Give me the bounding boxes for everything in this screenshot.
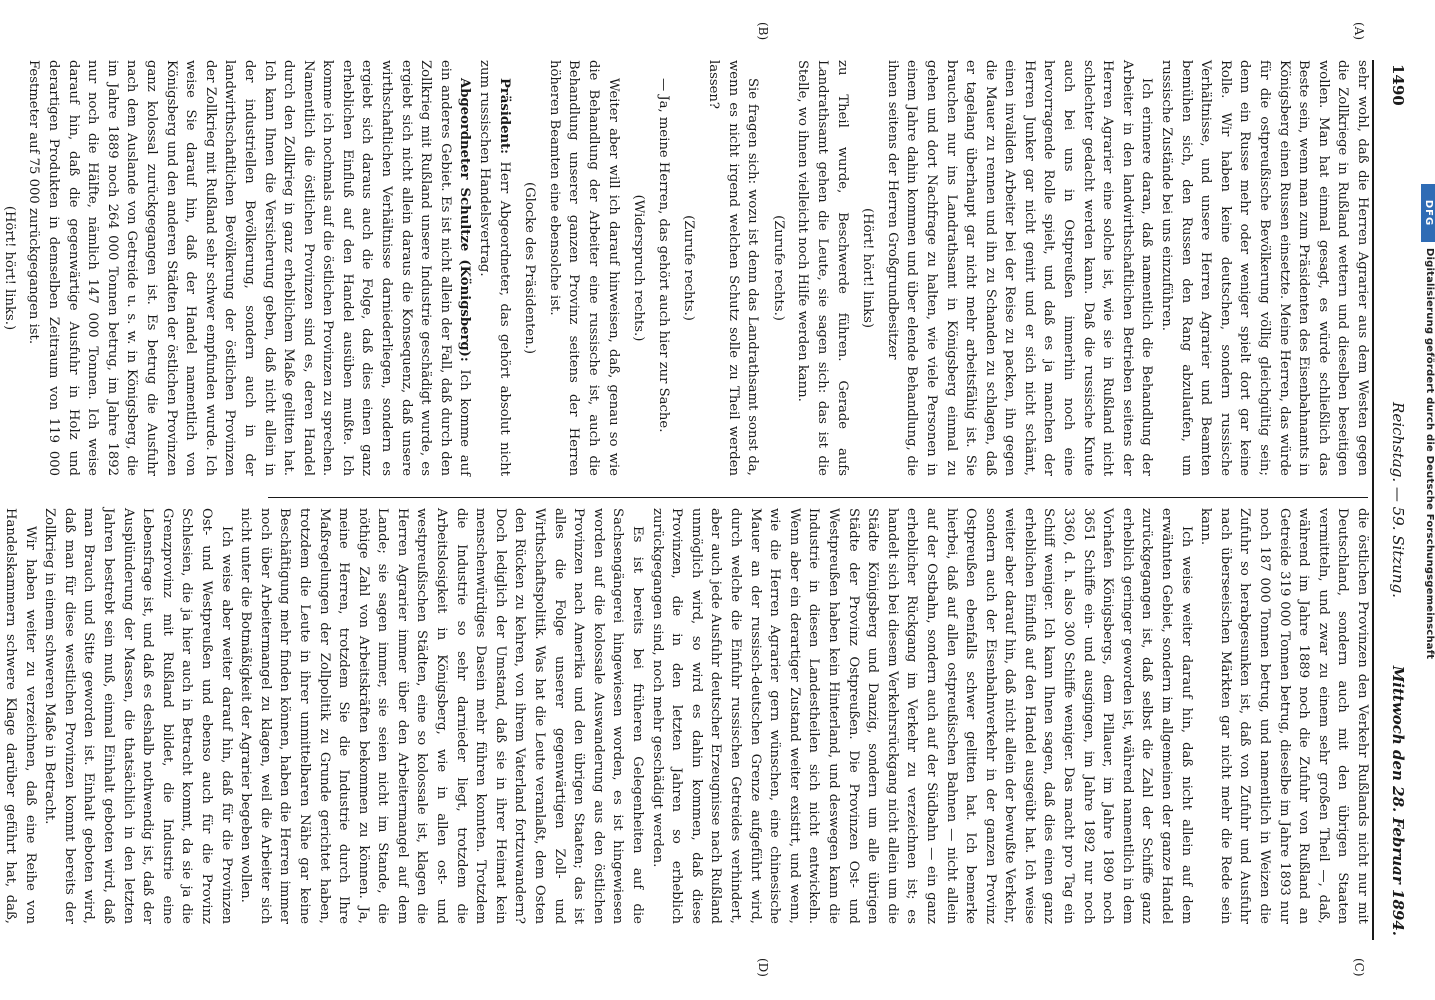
margin-marker-d: (D) [756,958,770,977]
paragraph: die östlichen Provinzen den Verkehr Rußlands nicht nur mit Deutschland, sondern auch mit den übrigen Staaten vermitteln, und zwar zu einem sehr großen Theil —, daß, während im Jahre 1889 noch die Zufuhr von Rußland an Getreide 319 000 Tonnen betrug, dieselbe im Jahre 1893 nur noch 187 000 Tonnen betrug, und namentlich in Weizen die Zufuhr so herabgesunken ist, daß von Zufuhr und Ausfuhr nach überseeischen Märkten gar nicht mehr die Rede sein kann. [1198,508,1370,924]
margin-marker-a: (A) [1352,22,1366,41]
interjection: (Glocke des Präsidenten.) [522,181,538,355]
interjection: (Hört! hört! links.) [1,205,17,331]
margin-marker-c: (C) [1352,958,1366,977]
speech-text: Herr Abgeordneter, das gehört absolut nicht zum russischen Handelsvertrag. [477,60,512,476]
paragraph: Weiter aber will ich darauf hinweisen, daß, genau so wie die Behandlung der Arbeiter eine russische ist, auch die Behandlung unserer ganzen Provinz seitens der Herren höheren Beamten eine ebensolche ist. [546,60,621,476]
right-column [0,508,1372,924]
dfg-logo: DFG [1421,184,1435,242]
page-number: 1490 [1389,64,1407,106]
column-divider [268,497,1368,498]
paragraph: Sie fragen sich: wozu ist denn das Landrathsamt sonst da, wenn es nicht irgend welchen Schutz solle zu Theil werden lassen? [706,60,761,476]
interjection: (Widerspruch rechts.) [631,194,647,342]
speaker-label: Präsident: [496,78,512,155]
speaker-label: Abgeordneter Schultze (Königsberg): [457,78,473,362]
left-column [0,60,1372,476]
paragraph: Wir haben weiter zu verzeichnen, daß eine Reihe von Handelskammern schwere Klage darüber geführt hat, daß, [3,508,38,924]
session-date: Mittwoch den 28. Februar 1894. [1389,665,1407,936]
margin-marker-b: (B) [756,22,770,41]
interjection: (Hört! hört! links) [860,207,876,329]
paragraph: Ich weise aber weiter darauf hin, daß für die Provinzen Ost- und Westpreußen und ebenso auch für die Provinz Schlesien, die ja hier auch in Betracht kommt, da sie ja die Grenzprovinz mit Rußland bildet, die Industrie eine Lebensfrage ist, und daß es deshalb nothwendig ist, daß der Ausplünderung der Massen, die thatsächlich in den letzten Jahren bestrebt sein muß, einmal Einhalt geboten wird, daß man Brauch und Sitte geworden ist. Einhalt geboten wird, daß man für diese westlichen Provinzen kommt bereits der Zollkrieg in einem schweren Maße in Betracht. [42,508,234,924]
paragraph [24,60,475,476]
paragraph [474,60,513,476]
paragraph: Es ist bereits bei früheren Gelegenheiten auf die Sachsengängerei hingewiesen worden, es ist hingewiesen worden auf die kolossale Auswanderung aus den östlichen Provinzen nach Amerika und den übrigen Staaten; das ist alles die Folge unserer gegenwärtigen Zoll- und Wirthschaftspolitik. Was hat die Leute veranlaßt, dem Osten den Rücken zu kehren, von ihrem Vaterland fortzuwandern? Doch lediglich der Umstand, daß sie in ihrer Heimat kein menschenwürdiges Dasein mehr führen konnten. Trotzdem die Industrie so sehr darnieder liegt, trotzdem die Arbeitslosigkeit in Königsberg, wie in allen ost- und westpreußischen Städten, eine so kolossale ist, klagen die Herren Agrarier immer über den Arbeitermangel auf dem Lande; sie sagen immer, sie seien nicht im Stande, die nöthige Zahl von Arbeitskräften bekommen zu können. Ja, meine Herren, trotzdem Sie die Industrie durch Ihre Maßregelungen der Zollpolitik zu Grunde gerichtet haben, trotzdem die Leute in ihrer unmittelbaren Nähe gar keine Beschäftigung mehr finden können, haben die Herren immer noch über Arbeitermangel zu klagen, weil die Arbeiter sich nicht unter die Botmäßigkeit der Agrarier begeben wollen. [238,508,646,924]
page-header [1372,60,1422,940]
interjection: (Zurufe rechts.) [681,215,697,321]
paragraph: Ich weise weiter darauf hin, daß nicht allein auf dem erwähnten Gebiet, sondern im allgemeinen der ganze Handel zurückgegangen ist, daß selbst die Zahl der Schiffe ganz erheblich geringer geworden ist, während namentlich in dem Vorhafen Königsbergs, dem Pillauer, im Jahre 1890 noch 3651 Schiffe ein- und ausgingen, im Jahre 1892 nur noch 3360, d. h. also 300 Schiffe weniger. Das macht pro Tag ein Schiff weniger. Ich kann Ihnen sagen, daß dies einen ganz erheblichen Einfluß auf den Handel ausgeübt hat. Ich weise weiter aber darauf hin, daß nicht allein der bewußte Verkehr, sondern auch der Eisenbahnverkehr in der ganzen Provinz Ostpreußen ebenfalls schwer gelitten hat. Ich bemerke hierbei, daß auf allen ostpreußischen Bahnen — nicht allein auf der Ostbahn, sondern auch auf der Südbahn — ein ganz erheblicher Rückgang im Verkehr zu verzeichnen ist; es handelt sich bei diesem Verkehrsrückgang nicht allein um die Städte Königsberg und Danzig, sondern um alle übrigen Städte der Provinz Ostpreußen. Die Provinzen Ost- und Westpreußen haben kein Hinterland, und deswegen kann die Industrie in diesen Landestheilen sich nicht entwickeln. Wenn aber ein derartiger Zustand weiter existirt, und wenn, wie die Herren Agrarier gern wünschen, eine chinesische Mauer an der russisch-deutschen Grenze aufgeführt wird, durch welche die Einfuhr russischen Getreides verhindert, aber auch jede Ausfuhr deutscher Erzeugnisse nach Rußland unmöglich wird, so wird es dahin kommen, daß diese Provinzen, die in den letzten Jahren so erheblich zurückgegangen sind, noch mehr geschädigt werden. [649,508,1194,924]
paragraph: sehr wohl, daß die Herren Agrarier aus dem Westen gegen die Zollkriege in Rußland wettern und dieselben beseitigen wollen. Man hat einmal gesagt, es würde schließlich das Beste sein, wenn man zum Präsidenten des Eisenbahnamts in Königsberg einen Russen einsetzte. Meine Herren, das würde für die ostpreußische Bevölkerung völlig gleichgültig sein; denn ein Russe mehr oder weniger spielt dort gar keine Rolle. Wir haben keine deutschen, sondern russische Verhältnisse, und unsere Herren Agrarier und Beamten bemühen sich, den Russen den Rang abzulaufen, um russische Zustände bei uns einzuführen. [1159,60,1370,476]
session-title: Reichstag. — 59. Sitzung. [1389,402,1407,598]
paragraph: Ich erinnere daran, daß namentlich die Behandlung der Arbeiter in den landwirthschaftlichen Betrieben seitens der Herren Agrarier eine solche ist, wie sie in Rußland nicht schlechter gedacht werden kann. Daß die russische Knute auch bei uns in Ostpreußen immerhin noch eine hervorragende Rolle spielt, und daß es ja manchen der Herren Junker gar nicht genirt und er sich nicht schämt, einen invaliden Arbeiter bei der Reise zu packen, ihn gegen die Mauer zu rennen und ihn zu Schanden zu schlagen, daß er tagelang überhaupt gar nicht mehr arbeitsfähig ist. Sie brauchen nur ins Landrathsamt in Königsberg einmal zu gehen und dort Nachfrage zu halten, wie viele Personen in einem Jahre dahin kommen und über elende Behandlung, die ihnen seitens der Herren Großgrundbesitzer [884,60,1155,476]
credit-text: Digitalisierung gefördert durch die Deutsche Forschungsgemeinschaft [1424,248,1435,660]
paragraph: zu Theil wurde, Beschwerde führen. Gerade aufs Landrathsamt gehen die Leute, sie sagen sich: das ist die Stelle, wo ihnen vielleicht noch Hilfe werden kann. [795,60,850,476]
interjection: (Zurufe rechts.) [770,215,786,321]
speech-text: Ich komme auf ein anderes Gebiet. Es ist nicht allein der Fall, daß durch den Zollkrieg mit Rußland unsere Industrie geschädigt wurde, es ergiebt sich nicht allein daraus die Konsequenz, daß unsere wirthschaftlichen Verhältnisse darniederliegen, sondern es ergiebt sich daraus auch die Folge, daß dies einen ganz erheblichen Einfluß auf den Handel ausüben mußte. Ich komme ich nochmals auf die östlichen Provinzen zu sprechen. Namentlich die östlichen Provinzen sind es, deren Handel durch den Zollkrieg in ganz erheblichem Maße gelitten hat. Ich kann Ihnen die Versicherung geben, daß nicht allein in der industriellen Bevölkerung, sondern auch in der landwirthschaftlichen Bevölkerung der östlichen Provinzen der Zollkrieg mit Rußland sehr schwer empfunden wurde. Ich weise Sie darauf hin, daß der Handel namentlich von Königsberg und den anderen Städten der östlichen Provinzen ganz kolossal zurückgegangen ist. Es betrug die Ausfuhr nach dem Auslande von Getreide u. s. w. in Königsberg, die im Jahre 1889 noch 264 000 Tonnen betrug, im Jahre 1892 nur noch die Hälfte, nämlich 147 000 Tonnen. Ich weise darauf hin, daß die gegenwärtige Ausfuhr in Holz und derartigen Produkten in demselben Zeitraum von 119 000 Festmeter auf 75 000 zurückgegangen ist. [26,60,473,477]
paragraph: — Ja, meine Herren, das gehört auch hier zur Sache. [655,78,671,433]
